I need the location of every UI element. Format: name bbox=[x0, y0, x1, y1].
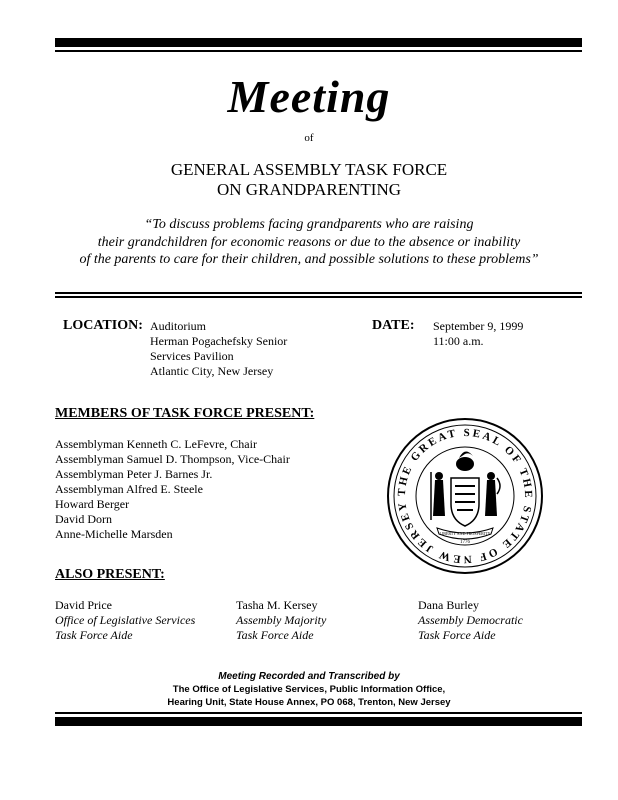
staff-role: Task Force Aide bbox=[418, 628, 496, 642]
staff-member bbox=[236, 598, 326, 643]
purpose-line-1: “To discuss problems facing grandparents who are raising bbox=[144, 217, 474, 232]
staff-name: Dana Burley bbox=[418, 598, 479, 612]
purpose-line-3: of the parents to care for their children, and possible solutions to these problems” bbox=[79, 252, 539, 267]
date-details bbox=[433, 319, 523, 349]
staff-role: Assembly Majority bbox=[236, 613, 327, 627]
middle-rule-thin bbox=[55, 292, 582, 294]
new-jersey-seal-icon bbox=[385, 416, 545, 576]
list-item: Assemblyman Peter J. Barnes Jr. bbox=[55, 467, 213, 481]
title-of: of bbox=[304, 132, 314, 144]
staff-role: Task Force Aide bbox=[55, 628, 133, 642]
committee-line-1: GENERAL ASSEMBLY TASK FORCE bbox=[170, 160, 448, 179]
list-item: Assemblyman Kenneth C. LeFevre, Chair bbox=[55, 437, 257, 451]
date-time: 11:00 a.m. bbox=[433, 334, 484, 348]
location-line-4: Atlantic City, New Jersey bbox=[150, 364, 274, 378]
transcription-credit bbox=[0, 670, 618, 709]
location-line-1: Auditorium bbox=[150, 319, 206, 333]
staff-role: Task Force Aide bbox=[236, 628, 314, 642]
members-list bbox=[55, 437, 290, 542]
svg-text:THE GREAT SEAL OF THE STATE OF: THE GREAT SEAL OF THE STATE OF NEW JERSEY bbox=[395, 426, 535, 566]
list-item: Assemblyman Samuel D. Thompson, Vice-Chair bbox=[55, 452, 290, 466]
credit-line-2: The Office of Legislative Services, Public Information Office, bbox=[172, 684, 446, 695]
top-rule-thick bbox=[55, 38, 582, 47]
committee-line-2: ON GRANDPARENTING bbox=[216, 180, 402, 199]
purpose-line-2: their grandchildren for economic reasons or due to the absence or inability bbox=[97, 234, 521, 250]
members-heading: MEMBERS OF TASK FORCE PRESENT: bbox=[55, 406, 315, 421]
middle-rule-thick bbox=[55, 296, 582, 298]
date-day: September 9, 1999 bbox=[433, 319, 524, 333]
staff-role: Office of Legislative Services bbox=[55, 613, 196, 627]
location-details bbox=[150, 319, 287, 379]
list-item: Howard Berger bbox=[55, 497, 130, 511]
staff-member bbox=[418, 598, 523, 643]
staff-name: David Price bbox=[55, 598, 112, 612]
date-label: DATE: bbox=[372, 318, 415, 333]
staff-name: Tasha M. Kersey bbox=[236, 598, 318, 612]
document-title: Meeting bbox=[227, 71, 391, 122]
meeting-purpose bbox=[0, 216, 618, 269]
bottom-rule-thin bbox=[55, 712, 582, 714]
credit-line-3: Hearing Unit, State House Annex, PO 068, Trenton, New Jersey bbox=[167, 697, 451, 708]
location-line-3: Services Pavilion bbox=[150, 349, 234, 363]
svg-text:LIBERTY AND PROSPERITY: LIBERTY AND PROSPERITY bbox=[439, 531, 491, 536]
location-line-2: Herman Pogachefsky Senior bbox=[150, 334, 288, 348]
staff-role: Assembly Democratic bbox=[418, 613, 523, 627]
list-item: Anne-Michelle Marsden bbox=[55, 527, 173, 541]
bottom-rule-thick bbox=[55, 717, 582, 726]
list-item: David Dorn bbox=[55, 512, 112, 526]
top-rule-thin bbox=[55, 50, 582, 52]
svg-text:1776: 1776 bbox=[460, 540, 470, 545]
credit-line-1: Meeting Recorded and Transcribed by bbox=[218, 671, 400, 682]
committee-name bbox=[0, 160, 618, 200]
also-present-heading: ALSO PRESENT: bbox=[55, 567, 165, 582]
staff-member bbox=[55, 598, 195, 643]
list-item: Assemblyman Alfred E. Steele bbox=[55, 482, 203, 496]
location-label: LOCATION: bbox=[63, 318, 143, 333]
